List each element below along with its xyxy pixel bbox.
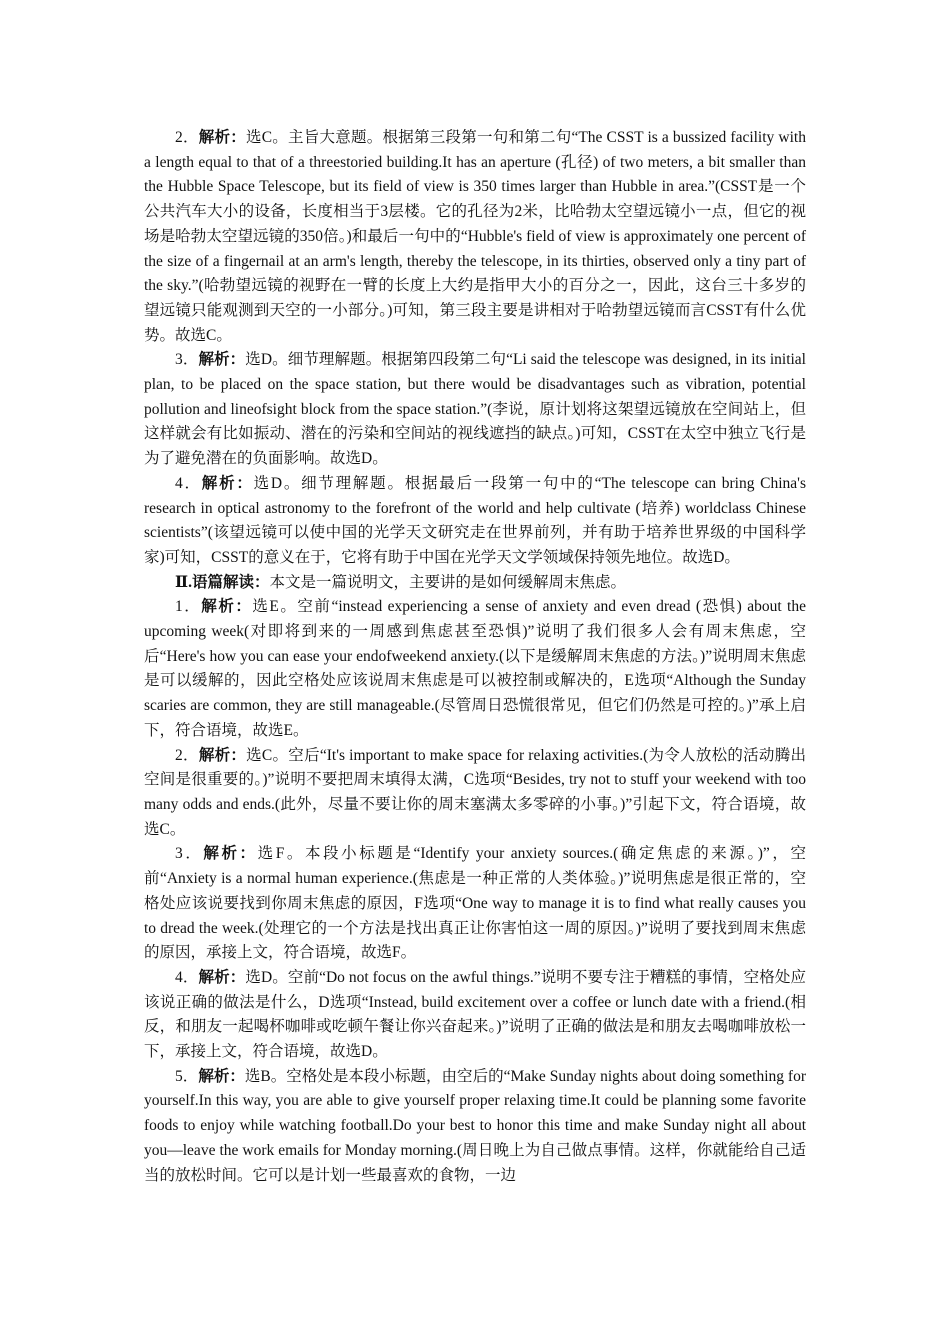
answer-explanations [144,126,806,1188]
question-number: 1． [175,598,202,616]
analysis-label: 解析： [198,351,246,369]
question-number: 4． [175,968,199,986]
explanation-text: 选B。空格处是本段小标题，由空后的“Make Sunday nights about doing something for yourself.In this way, you are able to give yourself proper relaxing time.It could be planning some favorite foods to enjoy while watching football.Do your best to honor this time and make Sunday night all about you—leave the work emails for Monday morning.(周日晚上为自己做点事情。这样，你就能给自己适当的放松时间。它可以是计划一些最喜欢的食物，一边 [144,1067,806,1184]
analysis-label: 解析： [201,474,254,492]
explanation-ii-q4 [144,966,806,1065]
analysis-label: 解析： [198,1067,245,1085]
explanation-text: 选C。主旨大意题。根据第三段第一句和第二句“The CSST is a bussized facility with a length equal to that of a threestoried building.It has an aperture (孔径) of two meters, a bit smaller than the Hubble Space Telescope, but its field of view is 350 times larger than Hubble in area.”(CSST是一个公共汽车大小的设备，长度相当于3层楼。它的孔径为2米，比哈勃太空望远镜小一点，但它的视场是哈勃太空望远镜的350倍。)和最后一句中的“Hubble's field of view is approximately one percent of the size of a fingernail at an arm's length, thereby the telescope, in its thirties, observed only a tiny part of the sky.”(哈勃望远镜的视野在一臂的长度上大约是指甲大小的百分之一，因此，这台三十多岁的望远镜只能观测到天空的一小部分。)可知，第三段主要是讲相对于哈勃望远镜而言CSST有什么优势。故选C。 [144,129,806,344]
summary-text: 本文是一篇说明文，主要讲的是如何缓解周末焦虑。 [269,573,626,591]
question-number: 2． [175,129,199,146]
explanation-ii-q2 [144,744,806,843]
explanation-text: 选D。细节理解题。根据最后一段第一句中的“The telescope can bring China's research in optical astronomy to the forefront of the world and help cultivate (培养) worldclass Chinese scientists”(该望远镜可以使中国的光学天文研究走在世界前列，并有助于培养世界级的中国科学家)可知，CSST的意义在于，它将有助于中国在光学天文学领域保持领先地位。故选D。 [144,474,806,566]
explanation-text: 选F。本段小标题是“Identify your anxiety sources.(确定焦虑的来源。)”，空前“Anxiety is a normal human experience.(焦虑是一种正常的人类体验。)”说明焦虑是很正常的，空格处应该说要找到你周末焦虑的原因，F选项“One way to manage it is to find what really causes you to dread the week.(处理它的一个方法是找出真正让你害怕这一周的原因。)”说明了要找到周末焦虑的原因，承接上文，符合语境，故选F。 [144,845,806,962]
explanation-ii-q1 [144,595,806,743]
question-number: 3． [175,351,199,369]
question-number: 4． [175,474,202,492]
question-number: 2． [175,746,199,764]
analysis-label: 解析： [198,746,247,764]
explanation-ii-q5 [144,1065,806,1189]
question-number: 3． [175,845,204,863]
explanation-text: 选D。细节理解题。根据第四段第二句“Li said the telescope was designed, in its initial plan, to be placed on the space station, but there would be disadvantages such as vibration, potential pollution and lineofsight block from the space station.”(李说，原计划将这架望远镜放在空间站上，但这样就会有比如振动、潜在的污染和空间站的视线遮挡的缺点。)可知，CSST在太空中独立飞行是为了避免潜在的负面影响。故选D。 [144,351,806,468]
explanation-q4 [144,472,806,571]
question-number: 5． [175,1067,199,1085]
explanation-q3 [144,348,806,472]
analysis-label: 解析： [198,129,246,146]
explanation-text: 选D。空前“Do not focus on the awful things.”说明不要专注于糟糕的事情，空格处应该说正确的做法是什么，D选项“Instead, build excitement over a coffee or lunch date with a friend.(相反，和朋友一起喝杯咖啡或吃顿午餐让你兴奋起来。)”说明了正确的做法是和朋友去喝咖啡放松一下，承接上文，符合语境，故选D。 [144,968,806,1061]
analysis-label: 解析： [203,845,258,863]
analysis-label: 解析： [198,968,246,986]
explanation-ii-q3 [144,842,806,966]
explanation-text: 选C。空后“It's important to make space for relaxing activities.(为令人放松的活动腾出空间是很重要的。)”说明不要把周末填得太满，C选项“Besides, try not to stuff your weekend with too many odds and ends.(此外，尽量不要让你的周末塞满太多零碎的小事。)”引起下文，符合语境，故选C。 [144,746,806,838]
explanation-q2 [144,126,806,348]
section-ii-summary [144,571,806,596]
explanation-text: 选E。空前“instead experiencing a sense of anxiety and even dread (恐惧) about the upcoming week(对即将到来的一周感到焦虑甚至恐惧)”说明了我们很多人会有周末焦虑，空后“Here's how you can ease your endofweekend anxiety.(以下是缓解周末焦虑的方法。)”说明周末焦虑是可以缓解的，因此空格处应该说周末焦虑是可以被控制或解决的，E选项“Although the Sunday scaries are common, they are still manageable.(尽管周日恐慌很常见，但它们仍然是可控的。)”承上启下，符合语境，故选E。 [144,598,806,739]
section-heading: Ⅱ.语篇解读： [175,573,270,591]
analysis-label: 解析： [201,598,253,616]
